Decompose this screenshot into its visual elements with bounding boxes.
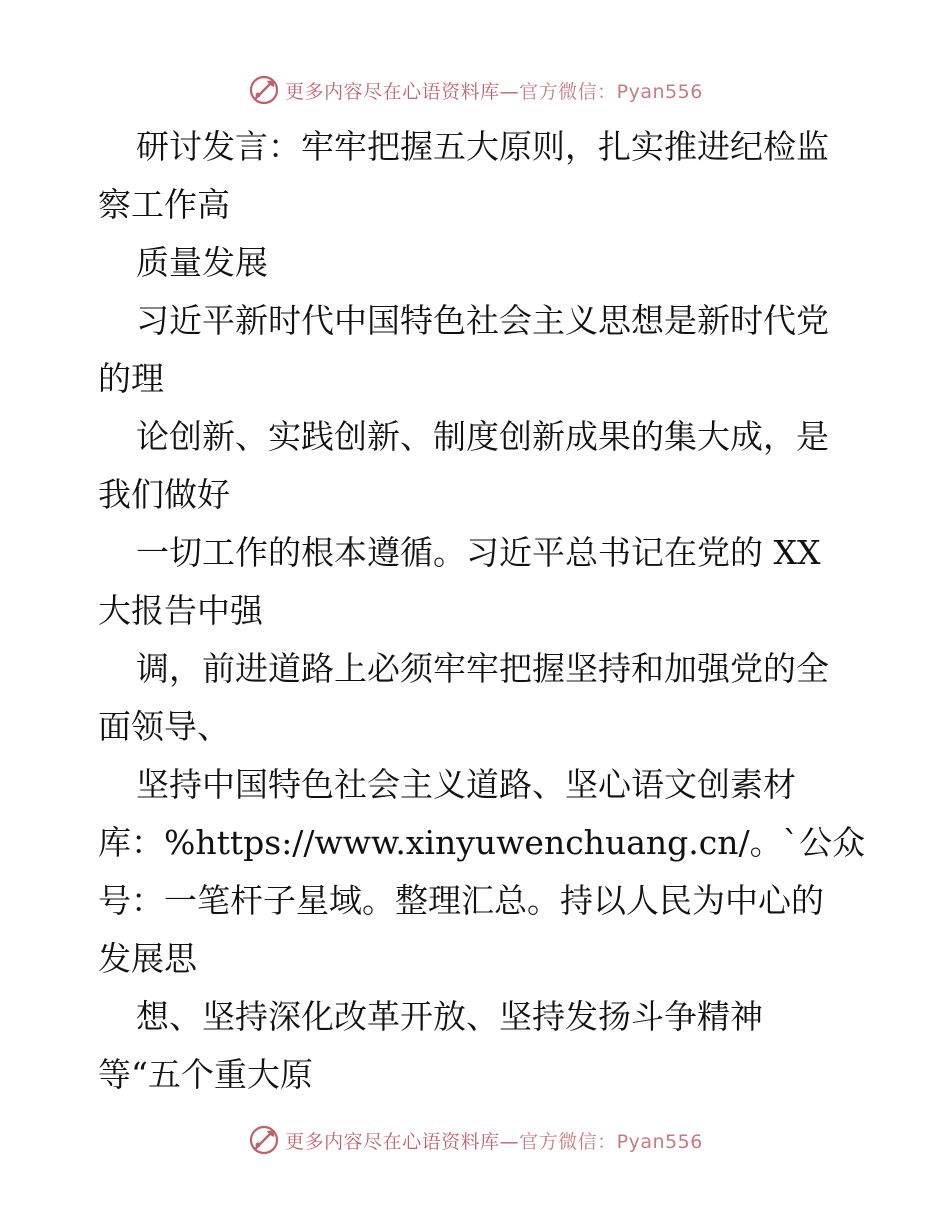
quill-pen-logo-icon xyxy=(247,73,281,107)
doc-line-2: 察工作高 xyxy=(98,185,230,224)
doc-line-14: 号：一笔杆子星域。整理汇总。持以人民为中心的 xyxy=(98,881,824,920)
doc-line-8: 一切工作的根本遵循。习近平总书记在党的 XX xyxy=(136,533,821,572)
header-brand-text xyxy=(285,77,703,104)
doc-line-5: 的理 xyxy=(98,359,164,398)
footer-banner xyxy=(0,1120,950,1160)
doc-line-15: 发展思 xyxy=(98,939,197,978)
doc-line-10: 调，前进道路上必须牢牢把握坚持和加强党的全 xyxy=(136,649,829,688)
doc-line-17: 等“五个重大原 xyxy=(98,1055,313,1094)
doc-line-7: 我们做好 xyxy=(98,475,230,514)
footer-dash: — xyxy=(499,1130,520,1153)
header-wechat: 官方微信：Pyan556 xyxy=(519,80,703,103)
footer-brand-text xyxy=(285,1127,703,1154)
doc-line-12: 坚持中国特色社会主义道路、坚心语文创素材 xyxy=(136,765,796,804)
footer-wechat: 官方微信：Pyan556 xyxy=(519,1130,703,1153)
header-brand: 更多内容尽在心语资料库 xyxy=(285,80,500,103)
doc-line-1: 研讨发言：牢牢把握五大原则，扎实推进纪检监 xyxy=(136,127,829,166)
footer-brand: 更多内容尽在心语资料库 xyxy=(285,1130,500,1153)
doc-line-11: 面领导、 xyxy=(98,707,230,746)
doc-line-13: 库：%https://www.xinyuwenchuang.cn/。`公众 xyxy=(98,823,866,862)
doc-line-9: 大报告中强 xyxy=(98,591,263,630)
doc-line-3: 质量发展 xyxy=(136,243,268,282)
header-banner xyxy=(0,70,950,110)
doc-line-4: 习近平新时代中国特色社会主义思想是新时代党 xyxy=(136,301,829,340)
header-dash: — xyxy=(499,80,520,103)
doc-line-16: 想、坚持深化改革开放、坚持发扬斗争精神 xyxy=(136,997,763,1036)
document-body xyxy=(98,118,866,1104)
doc-line-6: 论创新、实践创新、制度创新成果的集大成，是 xyxy=(136,417,829,456)
quill-pen-logo-icon xyxy=(247,1123,281,1157)
